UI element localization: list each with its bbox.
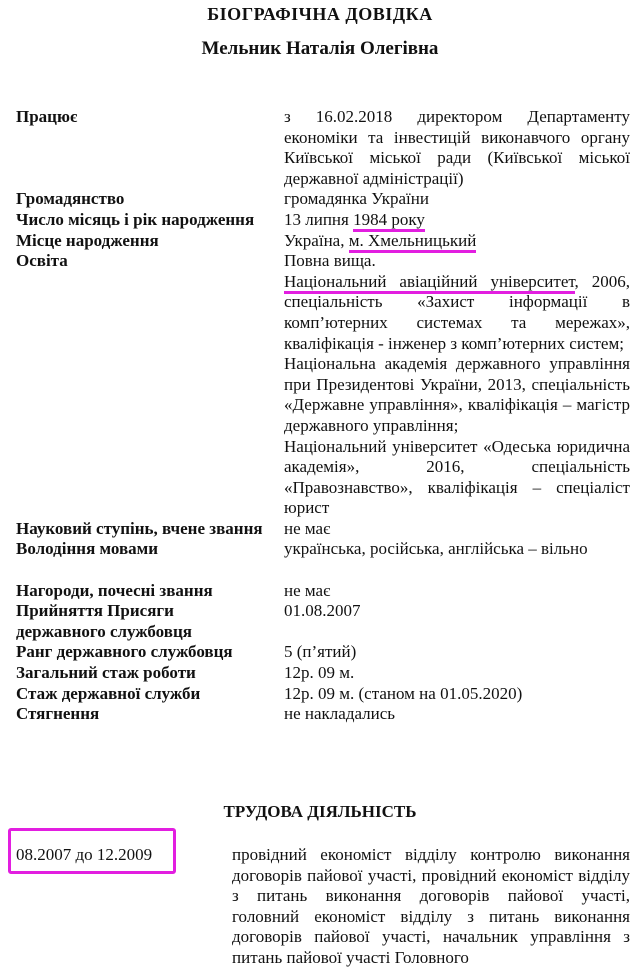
label: Науковий ступінь, вчене звання bbox=[16, 518, 263, 538]
value: з 16.02.2018 директором Департаменту економіки та інвестицій виконавчого органу Київської міської ради (Київської міської державної адміністрації) bbox=[284, 107, 630, 188]
career-period: 08.2007 до 12.2009 bbox=[16, 845, 153, 864]
value: українська, російська, англійська – вільно bbox=[284, 539, 588, 559]
value bbox=[284, 231, 630, 252]
row-penalties bbox=[16, 704, 630, 725]
label: Громадянство bbox=[16, 189, 125, 209]
row-rank bbox=[16, 642, 630, 663]
row-awards bbox=[16, 581, 630, 602]
value-text: , 2006, спеціальність «Захист інформації в комп’ютерних системах та мережах», кваліфікація - інженер з комп’ютерних систем; bbox=[284, 271, 630, 353]
value bbox=[284, 210, 630, 231]
education-3: Національний університет «Одеська юридична академія», 2016, спеціальність «Правознавство», кваліфікація – спеціаліст юрист bbox=[284, 436, 630, 518]
label: Стягнення bbox=[16, 704, 100, 724]
label: Освіта bbox=[16, 251, 68, 271]
label: Нагороди, почесні звання bbox=[16, 580, 213, 600]
value: громадянка України bbox=[284, 189, 429, 209]
document-title: БІОГРАФІЧНА ДОВІДКА bbox=[207, 4, 433, 24]
value: 12р. 09 м. bbox=[284, 663, 355, 683]
value: 5 (п’ятий) bbox=[284, 642, 357, 662]
row-birthdate bbox=[16, 210, 630, 231]
row-languages bbox=[16, 539, 630, 560]
person-name: Мельник Наталія Олегівна bbox=[201, 38, 439, 59]
value bbox=[284, 251, 630, 519]
spacer bbox=[16, 560, 630, 581]
highlighted-text: м. Хмельницький bbox=[349, 231, 477, 253]
value: не має bbox=[284, 518, 331, 538]
label: Прийняття Присяги державного службовця bbox=[16, 601, 192, 641]
value-text: Україна, bbox=[284, 230, 349, 250]
row-education bbox=[16, 251, 630, 519]
career-heading: ТРУДОВА ДІЯЛЬНІСТЬ bbox=[223, 802, 417, 821]
highlighted-text: 1984 року bbox=[353, 210, 425, 232]
label: Загальний стаж роботи bbox=[16, 663, 196, 683]
row-total-experience bbox=[16, 663, 630, 684]
label: Стаж державної служби bbox=[16, 683, 201, 703]
value: не накладались bbox=[284, 704, 396, 724]
education-level: Повна вища. bbox=[284, 251, 376, 271]
row-degree bbox=[16, 519, 630, 540]
info-section bbox=[16, 107, 630, 725]
label: Володіння мовами bbox=[16, 539, 159, 559]
education-1 bbox=[284, 272, 630, 354]
label: Ранг державного службовця bbox=[16, 642, 233, 662]
row-citizenship bbox=[16, 189, 630, 210]
value: 12р. 09 м. (станом на 01.05.2020) bbox=[284, 683, 523, 703]
label: Число місяць і рік народження bbox=[16, 209, 255, 229]
highlighted-text: Національний авіаційний університет bbox=[284, 272, 575, 294]
career-description: провідний економіст відділу контролю виконання договорів пайової участі, провідний економіст відділу з питань виконання договорів пайової участі, головний економіст відділу з питань виконання договорів пайової участі, начальник управління з питань пайової участі Головного bbox=[232, 845, 630, 967]
education-2: Національна академія державного управління при Президентові України, 2013, спеціальність «Державне управління», кваліфікація – магістр державного управління; bbox=[284, 354, 630, 435]
row-work bbox=[16, 107, 630, 189]
row-oath bbox=[16, 601, 630, 642]
value-text: 13 липня bbox=[284, 209, 354, 229]
value: не має bbox=[284, 580, 331, 600]
label: Працює bbox=[16, 107, 78, 126]
value: 01.08.2007 bbox=[284, 601, 361, 621]
row-birthplace bbox=[16, 231, 630, 252]
row-civil-experience bbox=[16, 684, 630, 705]
label: Місце народження bbox=[16, 230, 159, 250]
